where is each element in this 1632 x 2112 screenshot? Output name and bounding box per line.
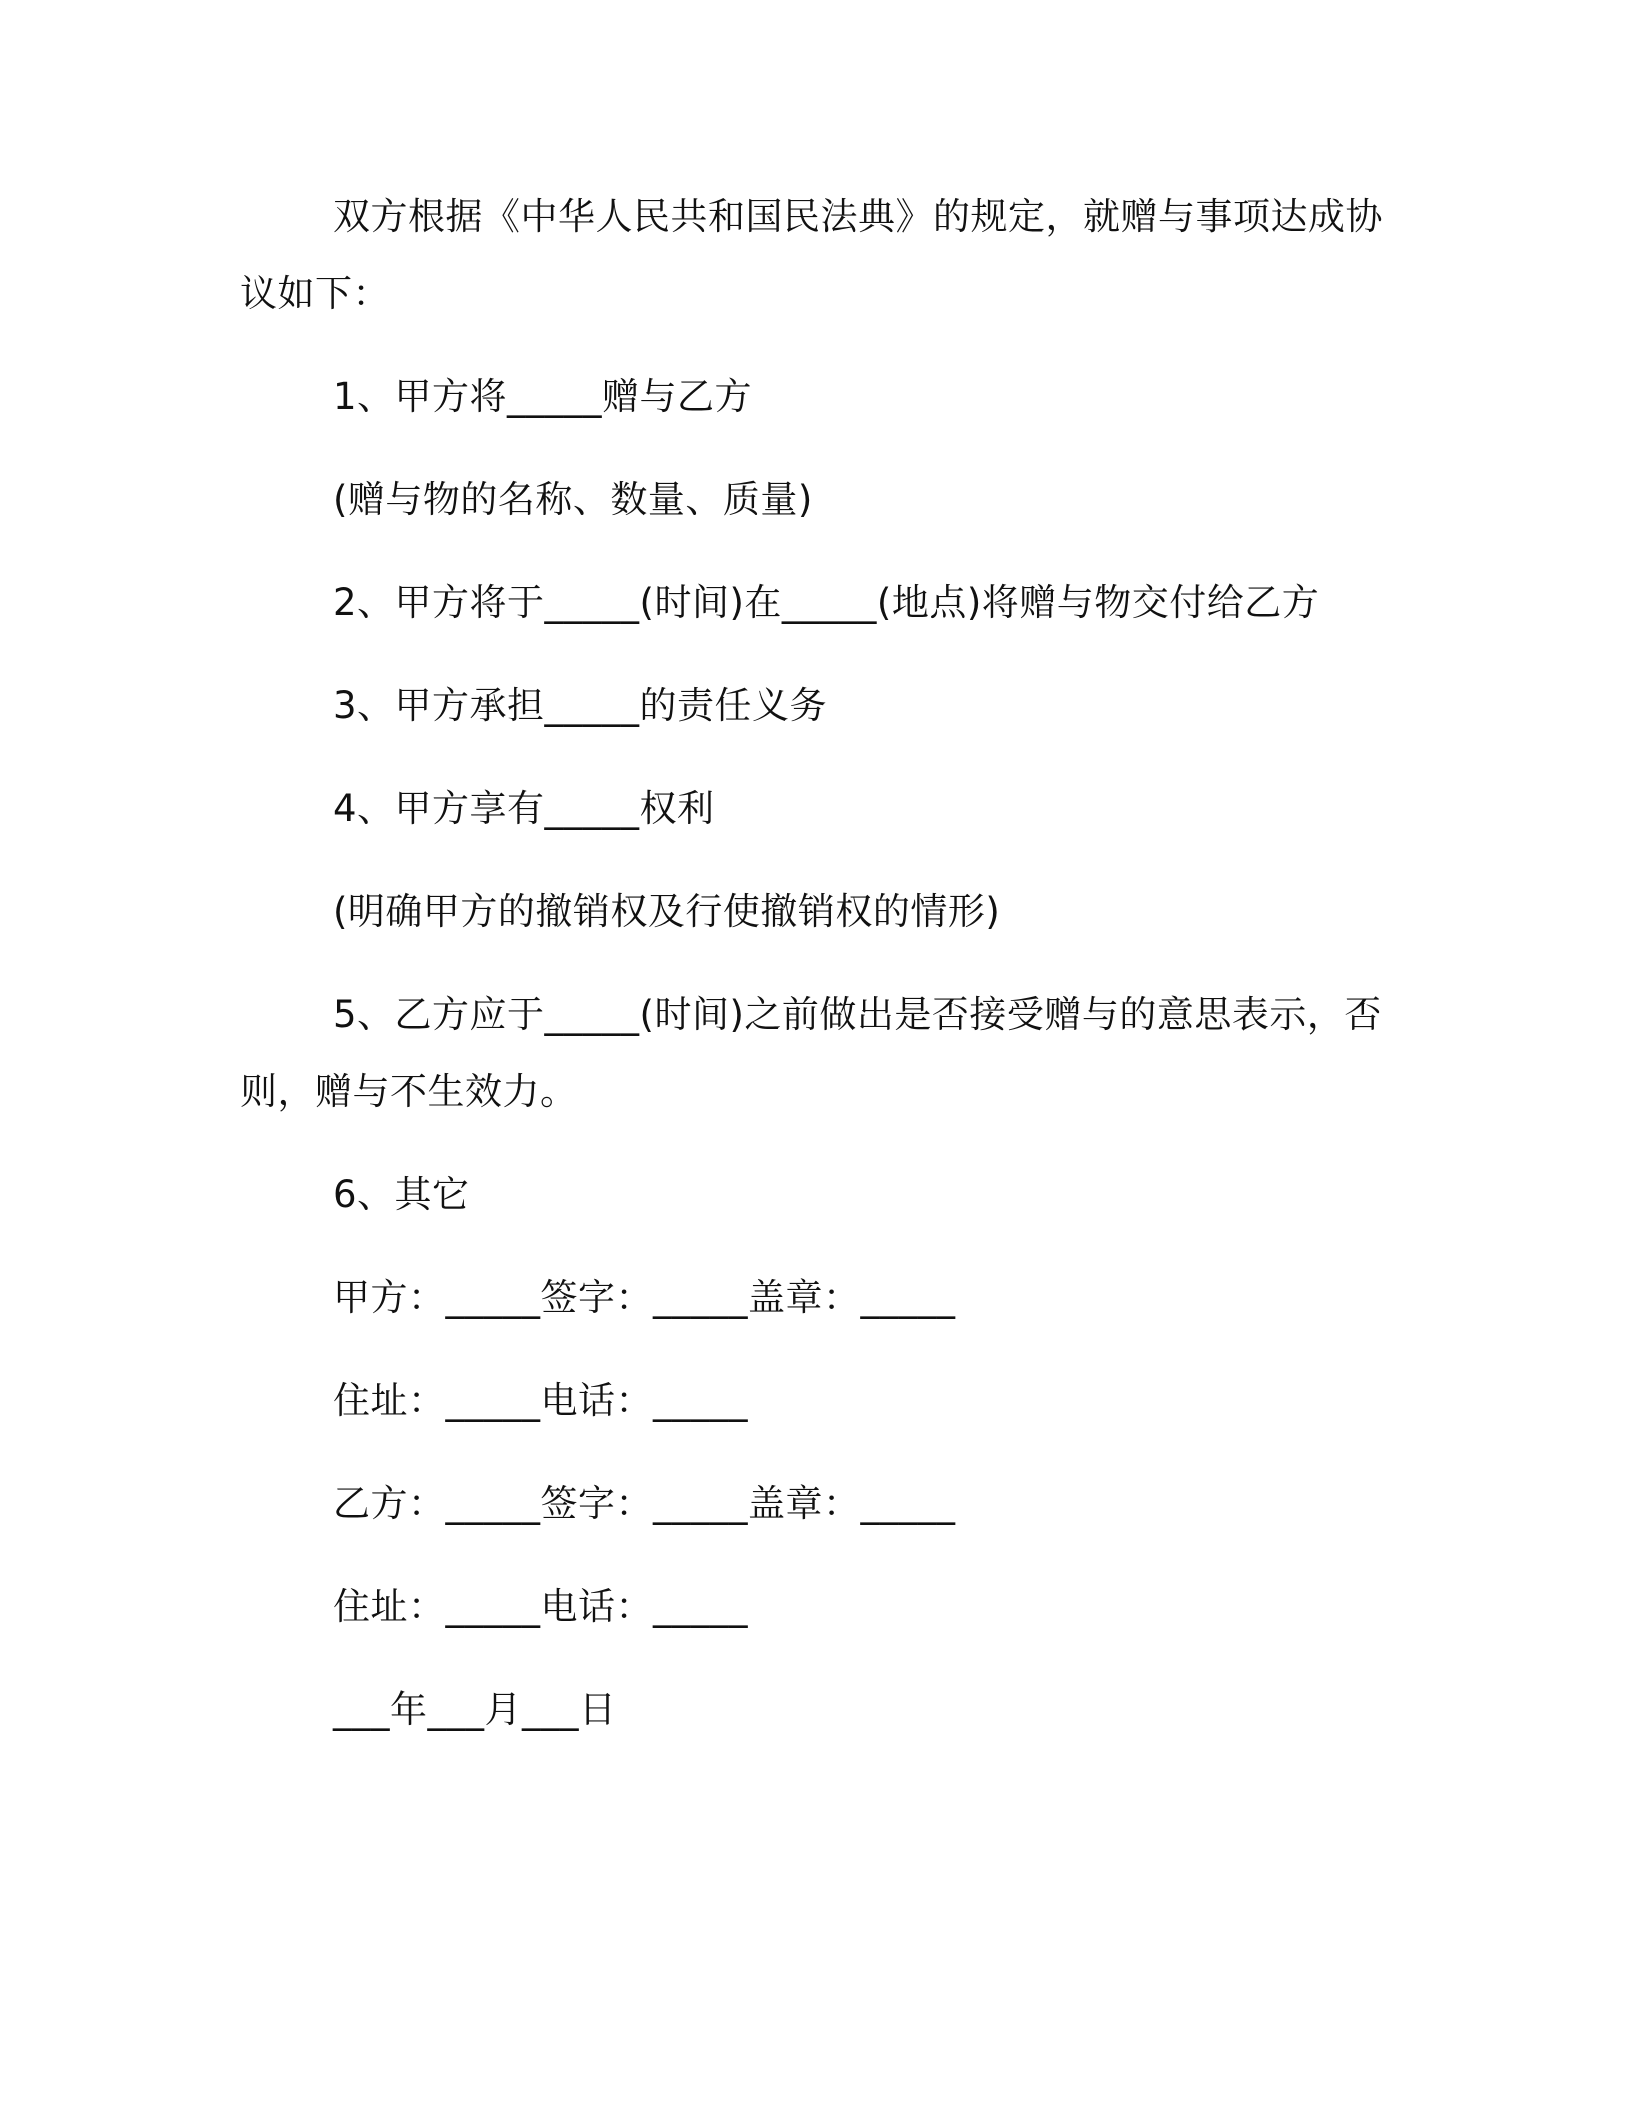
clause-1-note: (赠与物的名称、数量、质量) [333, 478, 813, 521]
clause-3: 3、甲方承担_____的责任义务 [333, 684, 828, 727]
clause-6: 6、其它 [333, 1173, 470, 1216]
clause-5-line-1: 5、乙方应于_____(时间)之前做出是否接受赠与的意思表示，否 [333, 993, 1382, 1036]
party-a-signature-line: 甲方：_____签字：_____盖章：_____ [333, 1276, 956, 1319]
date-line: ___年___月___日 [333, 1688, 617, 1731]
clause-1: 1、甲方将_____赠与乙方 [333, 375, 753, 418]
intro-paragraph-line-1: 双方根据《中华人民共和国民法典》的规定，就赠与事项达成协 [333, 195, 1383, 238]
clause-4: 4、甲方享有_____权利 [333, 787, 715, 830]
clause-4-note: (明确甲方的撤销权及行使撤销权的情形) [333, 890, 1001, 933]
party-a-contact-line: 住址：_____电话：_____ [333, 1379, 748, 1422]
party-b-signature-line: 乙方：_____签字：_____盖章：_____ [333, 1482, 956, 1525]
party-b-contact-line: 住址：_____电话：_____ [333, 1585, 748, 1628]
intro-paragraph-line-2: 议如下： [240, 272, 390, 315]
clause-2: 2、甲方将于_____(时间)在_____(地点)将赠与物交付给乙方 [333, 581, 1320, 624]
clause-5-line-2: 则，赠与不生效力。 [240, 1070, 578, 1113]
